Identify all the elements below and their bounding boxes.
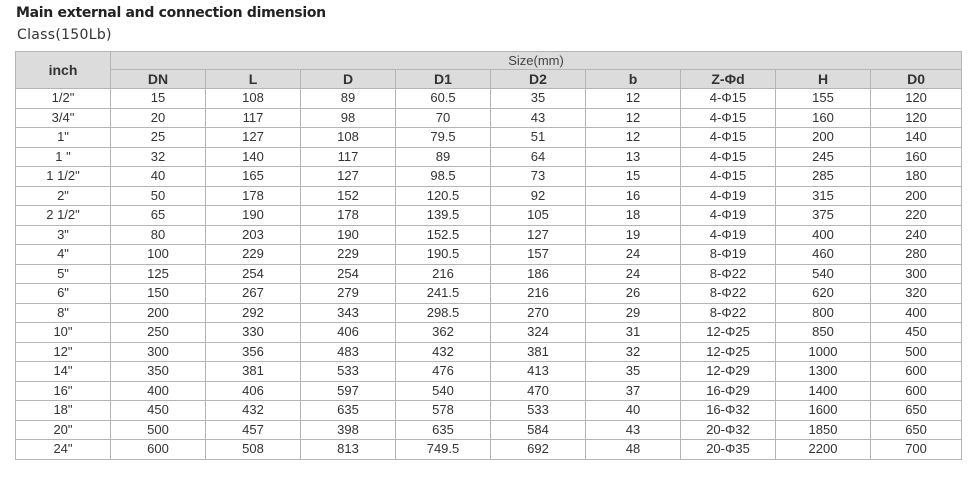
dimension-cell: 160: [871, 147, 962, 167]
page-title: Main external and connection dimension: [16, 5, 326, 21]
inch-size-cell: 4": [16, 245, 111, 265]
dimension-cell: 4-Φ15: [681, 89, 776, 109]
header-row-columns: [16, 70, 962, 89]
dimension-cell: 620: [776, 284, 871, 304]
dimension-cell: 139.5: [396, 206, 491, 226]
dimension-cell: 356: [206, 342, 301, 362]
inch-column-header: inch: [16, 52, 111, 89]
dimension-cell: 127: [301, 167, 396, 187]
dimension-cell: 650: [871, 420, 962, 440]
inch-size-cell: 14": [16, 362, 111, 382]
table-row: [16, 264, 962, 284]
inch-size-cell: 1 1/2": [16, 167, 111, 187]
table-row: [16, 206, 962, 226]
dimension-cell: 51: [491, 128, 586, 148]
dimension-cell: 4-Φ15: [681, 128, 776, 148]
inch-size-cell: 5": [16, 264, 111, 284]
dimension-cell: 8-Φ22: [681, 303, 776, 323]
dimension-cell: 450: [111, 401, 206, 421]
dimension-cell: 4-Φ19: [681, 186, 776, 206]
dimension-cell: 24: [586, 245, 681, 265]
column-header: b: [586, 70, 681, 89]
dimension-cell: 300: [871, 264, 962, 284]
dimension-cell: 12: [586, 89, 681, 109]
dimension-cell: 381: [206, 362, 301, 382]
dimension-cell: 19: [586, 225, 681, 245]
table-row: [16, 225, 962, 245]
dimension-cell: 254: [301, 264, 396, 284]
header-row-size: [16, 52, 962, 70]
inch-size-cell: 3/4": [16, 108, 111, 128]
dimension-cell: 4-Φ15: [681, 108, 776, 128]
dimension-cell: 330: [206, 323, 301, 343]
dimension-cell: 108: [301, 128, 396, 148]
dimension-cell: 1600: [776, 401, 871, 421]
dimension-cell: 12-Φ29: [681, 362, 776, 382]
dimension-cell: 117: [301, 147, 396, 167]
dimension-cell: 398: [301, 420, 396, 440]
dimension-cell: 127: [206, 128, 301, 148]
dimension-cell: 300: [111, 342, 206, 362]
dimension-cell: 178: [301, 206, 396, 226]
dimension-cell: 25: [111, 128, 206, 148]
dimension-cell: 220: [871, 206, 962, 226]
dimension-cell: 362: [396, 323, 491, 343]
dimension-cell: 24: [586, 264, 681, 284]
dimension-cell: 12: [586, 128, 681, 148]
table-row: [16, 108, 962, 128]
dimension-cell: 190: [206, 206, 301, 226]
table-row: [16, 381, 962, 401]
dimension-cell: 584: [491, 420, 586, 440]
dimension-cell: 16-Φ32: [681, 401, 776, 421]
dimension-cell: 79.5: [396, 128, 491, 148]
column-header: H: [776, 70, 871, 89]
inch-size-cell: 1/2": [16, 89, 111, 109]
dimension-cell: 190: [301, 225, 396, 245]
table-header: [16, 52, 962, 89]
table-row: [16, 147, 962, 167]
column-header: DN: [111, 70, 206, 89]
dimension-cell: 450: [871, 323, 962, 343]
dimension-cell: 540: [396, 381, 491, 401]
dimension-cell: 8-Φ22: [681, 284, 776, 304]
dimension-cell: 1850: [776, 420, 871, 440]
dimension-cell: 320: [871, 284, 962, 304]
dimension-cell: 190.5: [396, 245, 491, 265]
dimension-cell: 31: [586, 323, 681, 343]
inch-size-cell: 16": [16, 381, 111, 401]
dimension-cell: 216: [396, 264, 491, 284]
dimension-cell: 600: [871, 362, 962, 382]
dimension-cell: 200: [871, 186, 962, 206]
dimension-cell: 89: [396, 147, 491, 167]
dimension-cell: 400: [111, 381, 206, 401]
dimension-cell: 15: [111, 89, 206, 109]
column-header: L: [206, 70, 301, 89]
dimension-cell: 12-Φ25: [681, 342, 776, 362]
dimension-cell: 20-Φ32: [681, 420, 776, 440]
dimension-cell: 635: [301, 401, 396, 421]
dimension-cell: 120.5: [396, 186, 491, 206]
table-row: [16, 401, 962, 421]
dimension-cell: 120: [871, 108, 962, 128]
dimension-cell: 40: [111, 167, 206, 187]
table-row: [16, 323, 962, 343]
dimension-cell: 8-Φ22: [681, 264, 776, 284]
dimension-cell: 105: [491, 206, 586, 226]
dimension-cell: 650: [871, 401, 962, 421]
dimension-cell: 125: [111, 264, 206, 284]
dimension-cell: 4-Φ19: [681, 206, 776, 226]
dimension-cell: 460: [776, 245, 871, 265]
dimension-cell: 381: [491, 342, 586, 362]
dimension-cell: 20: [111, 108, 206, 128]
dimension-cell: 180: [871, 167, 962, 187]
dimension-cell: 20-Φ35: [681, 440, 776, 460]
table-row: [16, 167, 962, 187]
column-header: Z-Φd: [681, 70, 776, 89]
dimension-cell: 29: [586, 303, 681, 323]
dimension-cell: 89: [301, 89, 396, 109]
dimension-cell: 254: [206, 264, 301, 284]
dimension-cell: 16: [586, 186, 681, 206]
dimension-cell: 120: [871, 89, 962, 109]
dimension-cell: 152.5: [396, 225, 491, 245]
dimension-cell: 216: [491, 284, 586, 304]
dimension-cell: 470: [491, 381, 586, 401]
dimension-cell: 140: [206, 147, 301, 167]
dimension-cell: 4-Φ19: [681, 225, 776, 245]
table-row: [16, 303, 962, 323]
table-row: [16, 245, 962, 265]
dimension-cell: 4-Φ15: [681, 167, 776, 187]
dimension-cell: 32: [586, 342, 681, 362]
dimension-cell: 70: [396, 108, 491, 128]
table-row: [16, 342, 962, 362]
dimension-cell: 50: [111, 186, 206, 206]
dimension-cell: 813: [301, 440, 396, 460]
dimension-cell: 48: [586, 440, 681, 460]
dimension-cell: 65: [111, 206, 206, 226]
dimension-cell: 117: [206, 108, 301, 128]
dimension-cell: 200: [111, 303, 206, 323]
inch-size-cell: 24": [16, 440, 111, 460]
dimension-cell: 749.5: [396, 440, 491, 460]
dimension-cell: 157: [491, 245, 586, 265]
dimension-cell: 635: [396, 420, 491, 440]
dimension-cell: 508: [206, 440, 301, 460]
dimension-cell: 500: [111, 420, 206, 440]
column-header: D2: [491, 70, 586, 89]
dimension-cell: 18: [586, 206, 681, 226]
dimension-cell: 2200: [776, 440, 871, 460]
dimension-cell: 1400: [776, 381, 871, 401]
dimension-cell: 800: [776, 303, 871, 323]
dimension-cell: 279: [301, 284, 396, 304]
dimension-cell: 245: [776, 147, 871, 167]
dimension-cell: 73: [491, 167, 586, 187]
dimension-cell: 597: [301, 381, 396, 401]
dimension-cell: 35: [491, 89, 586, 109]
dimension-cell: 400: [871, 303, 962, 323]
column-header: D: [301, 70, 396, 89]
inch-size-cell: 1 ": [16, 147, 111, 167]
inch-size-cell: 12": [16, 342, 111, 362]
inch-size-cell: 2 1/2": [16, 206, 111, 226]
dimension-cell: 13: [586, 147, 681, 167]
dimension-cell: 12-Φ25: [681, 323, 776, 343]
table-row: [16, 284, 962, 304]
dimension-cell: 40: [586, 401, 681, 421]
dimension-cell: 229: [206, 245, 301, 265]
dimension-cell: 400: [776, 225, 871, 245]
dimension-cell: 432: [206, 401, 301, 421]
dimension-cell: 500: [871, 342, 962, 362]
dimension-cell: 533: [491, 401, 586, 421]
inch-size-cell: 6": [16, 284, 111, 304]
dimension-cell: 155: [776, 89, 871, 109]
dimension-cell: 406: [301, 323, 396, 343]
dimension-cell: 350: [111, 362, 206, 382]
dimension-cell: 64: [491, 147, 586, 167]
dimension-cell: 26: [586, 284, 681, 304]
dimension-cell: 140: [871, 128, 962, 148]
dimension-cell: 285: [776, 167, 871, 187]
inch-size-cell: 3": [16, 225, 111, 245]
column-header: D0: [871, 70, 962, 89]
table-body: [16, 89, 962, 460]
dimension-cell: 165: [206, 167, 301, 187]
table-row: [16, 186, 962, 206]
inch-size-cell: 2": [16, 186, 111, 206]
inch-size-cell: 18": [16, 401, 111, 421]
dimension-cell: 35: [586, 362, 681, 382]
dimension-cell: 229: [301, 245, 396, 265]
dimension-cell: 98.5: [396, 167, 491, 187]
dimension-cell: 540: [776, 264, 871, 284]
dimension-cell: 413: [491, 362, 586, 382]
dimension-cell: 432: [396, 342, 491, 362]
dimension-cell: 692: [491, 440, 586, 460]
dimension-cell: 100: [111, 245, 206, 265]
table-row: [16, 128, 962, 148]
size-group-header: Size(mm): [111, 52, 962, 70]
dimension-cell: 324: [491, 323, 586, 343]
dimension-cell: 43: [586, 420, 681, 440]
dimension-cell: 15: [586, 167, 681, 187]
dimension-cell: 152: [301, 186, 396, 206]
dimension-cell: 533: [301, 362, 396, 382]
dimension-cell: 406: [206, 381, 301, 401]
dimension-cell: 250: [111, 323, 206, 343]
dimension-cell: 267: [206, 284, 301, 304]
dimension-cell: 8-Φ19: [681, 245, 776, 265]
dimension-table: [15, 51, 962, 460]
dimension-cell: 343: [301, 303, 396, 323]
dimension-cell: 240: [871, 225, 962, 245]
dimension-cell: 60.5: [396, 89, 491, 109]
dimension-cell: 127: [491, 225, 586, 245]
dimension-cell: 98: [301, 108, 396, 128]
table-row: [16, 440, 962, 460]
dimension-cell: 280: [871, 245, 962, 265]
inch-size-cell: 1": [16, 128, 111, 148]
dimension-cell: 178: [206, 186, 301, 206]
dimension-cell: 270: [491, 303, 586, 323]
table-row: [16, 362, 962, 382]
dimension-cell: 315: [776, 186, 871, 206]
dimension-cell: 43: [491, 108, 586, 128]
dimension-cell: 375: [776, 206, 871, 226]
column-header: D1: [396, 70, 491, 89]
table-row: [16, 89, 962, 109]
dimension-cell: 108: [206, 89, 301, 109]
dimension-cell: 1000: [776, 342, 871, 362]
dimension-cell: 32: [111, 147, 206, 167]
dimension-cell: 241.5: [396, 284, 491, 304]
dimension-cell: 80: [111, 225, 206, 245]
dimension-cell: 160: [776, 108, 871, 128]
dimension-cell: 292: [206, 303, 301, 323]
dimension-cell: 483: [301, 342, 396, 362]
dimension-cell: 200: [776, 128, 871, 148]
dimension-cell: 600: [871, 381, 962, 401]
dimension-cell: 700: [871, 440, 962, 460]
table-row: [16, 420, 962, 440]
pressure-class-label: Class(150Lb): [17, 27, 112, 43]
inch-size-cell: 10": [16, 323, 111, 343]
dimension-cell: 186: [491, 264, 586, 284]
inch-size-cell: 8": [16, 303, 111, 323]
dimension-cell: 850: [776, 323, 871, 343]
dimension-cell: 203: [206, 225, 301, 245]
dimension-cell: 37: [586, 381, 681, 401]
dimension-cell: 16-Φ29: [681, 381, 776, 401]
dimension-cell: 476: [396, 362, 491, 382]
dimension-cell: 92: [491, 186, 586, 206]
dimension-cell: 4-Φ15: [681, 147, 776, 167]
dimension-cell: 12: [586, 108, 681, 128]
dimension-cell: 600: [111, 440, 206, 460]
dimension-cell: 150: [111, 284, 206, 304]
dimension-cell: 457: [206, 420, 301, 440]
dimension-cell: 578: [396, 401, 491, 421]
dimension-cell: 1300: [776, 362, 871, 382]
dimension-cell: 298.5: [396, 303, 491, 323]
inch-size-cell: 20": [16, 420, 111, 440]
